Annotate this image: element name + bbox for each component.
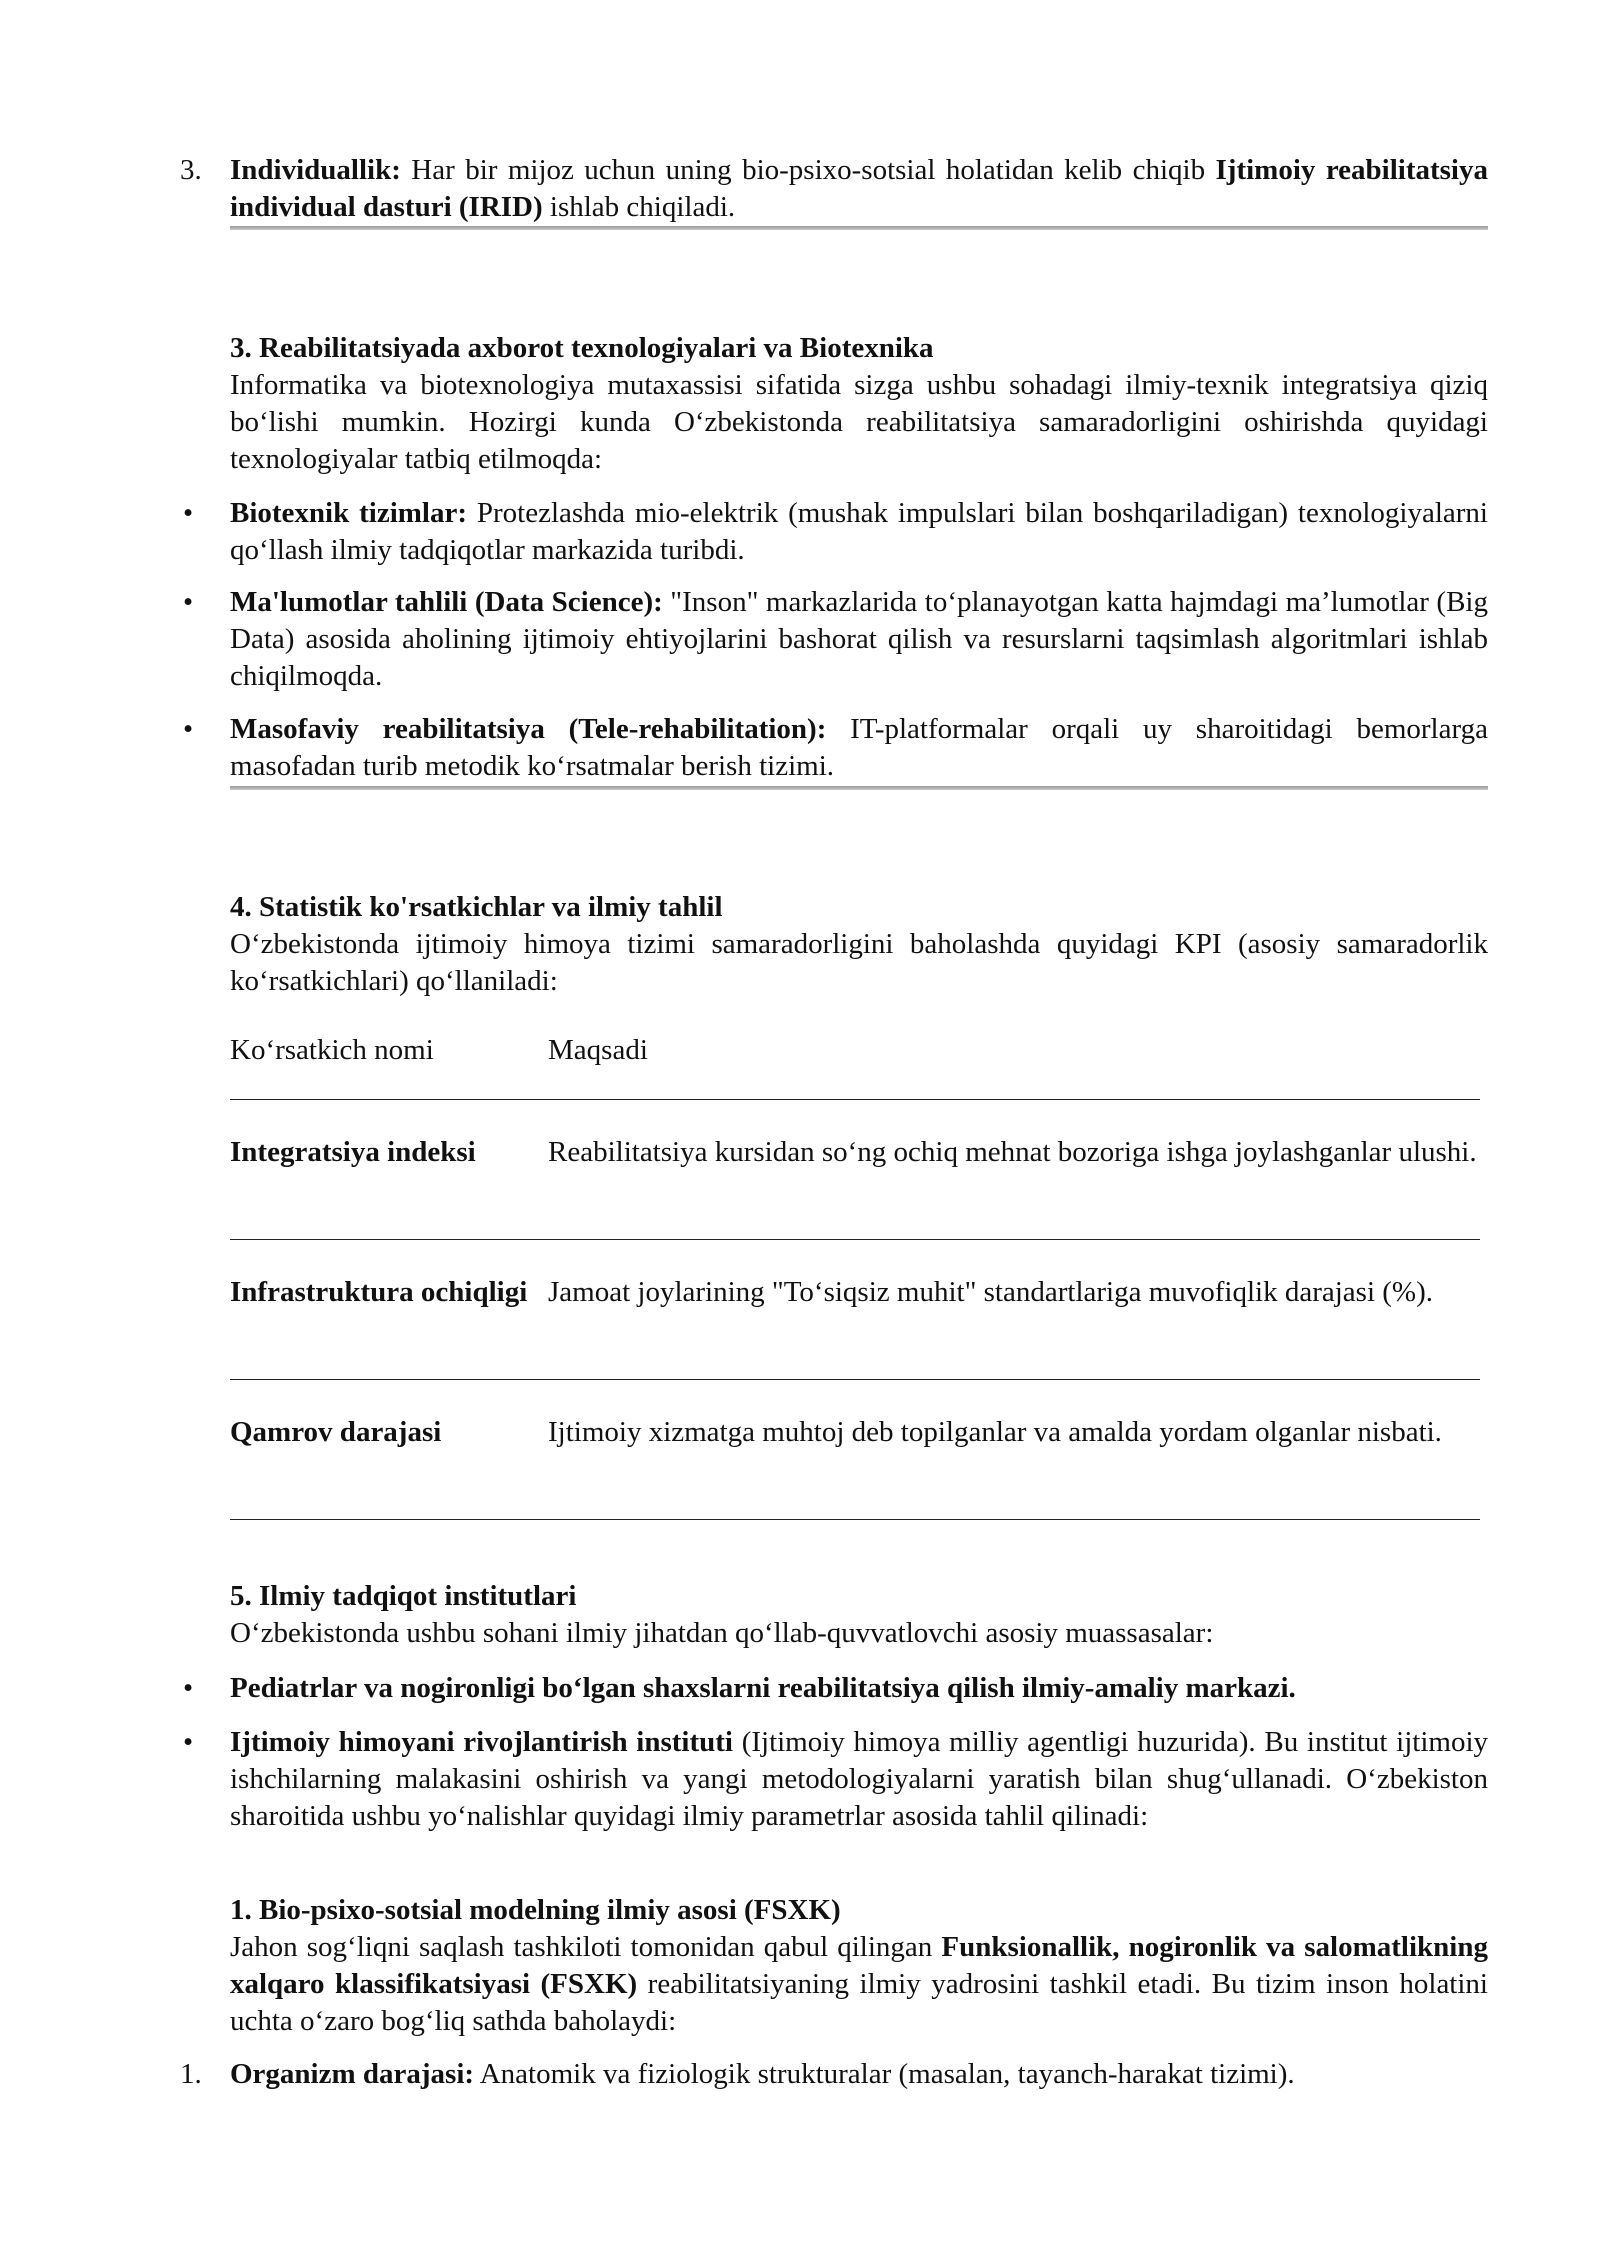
table-cell-goal: Jamoat joylarining "To‘siqsiz muhit" standartlariga muvofiqlik darajasi (%).: [548, 1276, 1433, 1308]
table-cell-name-text: Integratsiya indeksi: [230, 1136, 476, 1168]
item-number: 1.: [180, 2058, 202, 2090]
bullet-icon: •: [183, 713, 194, 745]
section-3-heading: 3. Reabilitatsiyada axborot texnologiyalari va Biotexnika: [230, 332, 934, 364]
table-rule: [230, 1099, 1480, 1100]
item-text: [230, 152, 1488, 226]
subsection-text: [230, 1929, 1488, 2040]
subsection-text-c: reabilitatsiyaning ilmiy yadrosini tashkil etadi. Bu tizim inson holatini uchta o‘zaro bog‘liq sathda baholaydi:: [230, 1968, 1488, 2037]
bullet-text: [230, 711, 1488, 785]
bullet-body: Protezlashda mio-elektrik (mushak impulslari bilan boshqariladigan) texnologiyalarni qo‘llash ilmiy tadqiqotlar markazida turibdi.: [230, 497, 1488, 566]
table-cell-goal: Reabilitatsiya kursidan so‘ng ochiq mehnat bozoriga ishga joylashganlar ulushi.: [548, 1136, 1477, 1168]
bullet-text: [230, 495, 1488, 569]
bullet-item-tele-rehab: [180, 711, 1488, 785]
bullet-text: [230, 584, 1488, 695]
table-cell-goal: Ijtimoiy xizmatga muhtoj deb topilganlar va amalda yordam olganlar nisbati.: [548, 1416, 1442, 1448]
table-rule: [230, 1379, 1480, 1380]
table-cell-name-text: Infrastruktura ochiqligi: [230, 1276, 528, 1308]
section-divider: [230, 226, 1488, 230]
table-rule: [230, 1239, 1480, 1240]
bullet-icon: •: [183, 497, 194, 529]
subsection-fsxk: [230, 1892, 1488, 2040]
item-text-c: ishlab chiqiladi.: [542, 191, 736, 223]
numbered-item-individuallik: [180, 152, 1488, 226]
section-divider: [230, 786, 1488, 790]
table-rule: [230, 1519, 1480, 1520]
item-text-a: Har bir mijoz uchun uning bio-psixo-sotsial holatidan kelib chiqib: [400, 154, 1216, 186]
section-5: [230, 1578, 1488, 1652]
item-body: Anatomik va fiziologik strukturalar (masalan, tayanch-harakat tizimi).: [474, 2058, 1295, 2090]
section-3-intro: Informatika va biotexnologiya mutaxassisi sifatida sizga ushbu sohadagi ilmiy-texnik integratsiya qiziq bo‘lishi mumkin. Hozirgi kunda O‘zbekistonda reabilitatsiya samaradorligini oshirishda quyidagi texnologiyalar tatbiq etilmoqda:: [230, 369, 1488, 475]
bullet-item-biotexnik: [180, 495, 1488, 569]
table-header-cell: Maqsadi: [548, 1034, 648, 1066]
item-number: 3.: [180, 154, 202, 186]
section-3: [230, 330, 1488, 478]
bullet-body: (Ijtimoiy himoya milliy agentligi huzurida). Bu institut ijtimoiy ishchilarning malakasini oshirish va yangi metodologiyalarni yaratish bilan shug‘ullanadi. O‘zbekiston sharoitida ushbu yo‘nalishlar quyidagi ilmiy parametrlar asosida tahlil qilinadi:: [230, 1726, 1488, 1832]
table-header-cell: Ko‘rsatkich nomi: [230, 1034, 434, 1066]
item-label: Individuallik:: [230, 154, 401, 186]
subsection-heading: 1. Bio-psixo-sotsial modelning ilmiy asosi (FSXK): [230, 1894, 841, 1926]
section-4: [230, 889, 1488, 1000]
item-text: [230, 2056, 1488, 2093]
bullet-body: "Inson" markazlarida to‘planayotgan katta hajmdagi ma’lumotlar (Big Data) asosida aholining ijtimoiy ehtiyojlarini bashorat qilish va resurslarni taqsimlash algoritmlari ishlab chiqilmoqda.: [230, 586, 1488, 692]
bullet-body: IT-platformalar orqali uy sharoitidagi bemorlarga masofadan turib metodik ko‘rsatmalar berish tizimi.: [230, 713, 1488, 782]
bullet-label: Masofaviy reabilitatsiya (Tele-rehabilitation):: [230, 713, 827, 745]
bullet-icon: •: [183, 1672, 194, 1704]
bullet-text: [230, 1724, 1488, 1835]
item-label: Organizm darajasi:: [230, 2058, 475, 2090]
section-5-intro: O‘zbekistonda ushbu sohani ilmiy jihatdan qo‘llab-quvvatlovchi asosiy muassasalar:: [230, 1617, 1214, 1649]
table-cell-name-text: Qamrov darajasi: [230, 1416, 442, 1448]
bullet-item-pediatrlar: [180, 1670, 1488, 1707]
section-4-heading: 4. Statistik ko'rsatkichlar va ilmiy tahlil: [230, 891, 723, 923]
subsection-text-bold: Funksionallik, nogironlik va salomatlikning xalqaro klassifikatsiyasi (FSXK): [230, 1931, 1488, 2000]
bullet-item-institut: [180, 1724, 1488, 1835]
bullet-icon: •: [183, 1726, 194, 1758]
table-cell-name: [230, 1274, 530, 1311]
bullet-label: Ijtimoiy himoyani rivojlantirish instituti: [230, 1726, 733, 1758]
item-text-bold: Ijtimoiy reabilitatsiya individual dasturi (IRID): [230, 154, 1488, 223]
bullet-label: Pediatrlar va nogironligi bo‘lgan shaxslarni reabilitatsiya qilish ilmiy-amaliy markazi.: [230, 1672, 1296, 1704]
subsection-text-a: Jahon sog‘liqni saqlash tashkiloti tomonidan qabul qilingan: [230, 1931, 942, 1963]
bullet-label: Ma'lumotlar tahlili (Data Science):: [230, 586, 663, 618]
bullet-text: [230, 1670, 1488, 1707]
table-cell-name: [230, 1414, 530, 1451]
numbered-item-organizm: [180, 2056, 1488, 2093]
bullet-label: Biotexnik tizimlar:: [230, 497, 467, 529]
bullet-item-data-science: [180, 584, 1488, 695]
bullet-icon: •: [183, 586, 194, 618]
table-cell-name: [230, 1134, 530, 1171]
section-5-heading: 5. Ilmiy tadqiqot institutlari: [230, 1580, 577, 1612]
section-4-intro: O‘zbekistonda ijtimoiy himoya tizimi samaradorligini baholashda quyidagi KPI (asosiy samaradorlik ko‘rsatkichlari) qo‘llaniladi:: [230, 928, 1488, 997]
